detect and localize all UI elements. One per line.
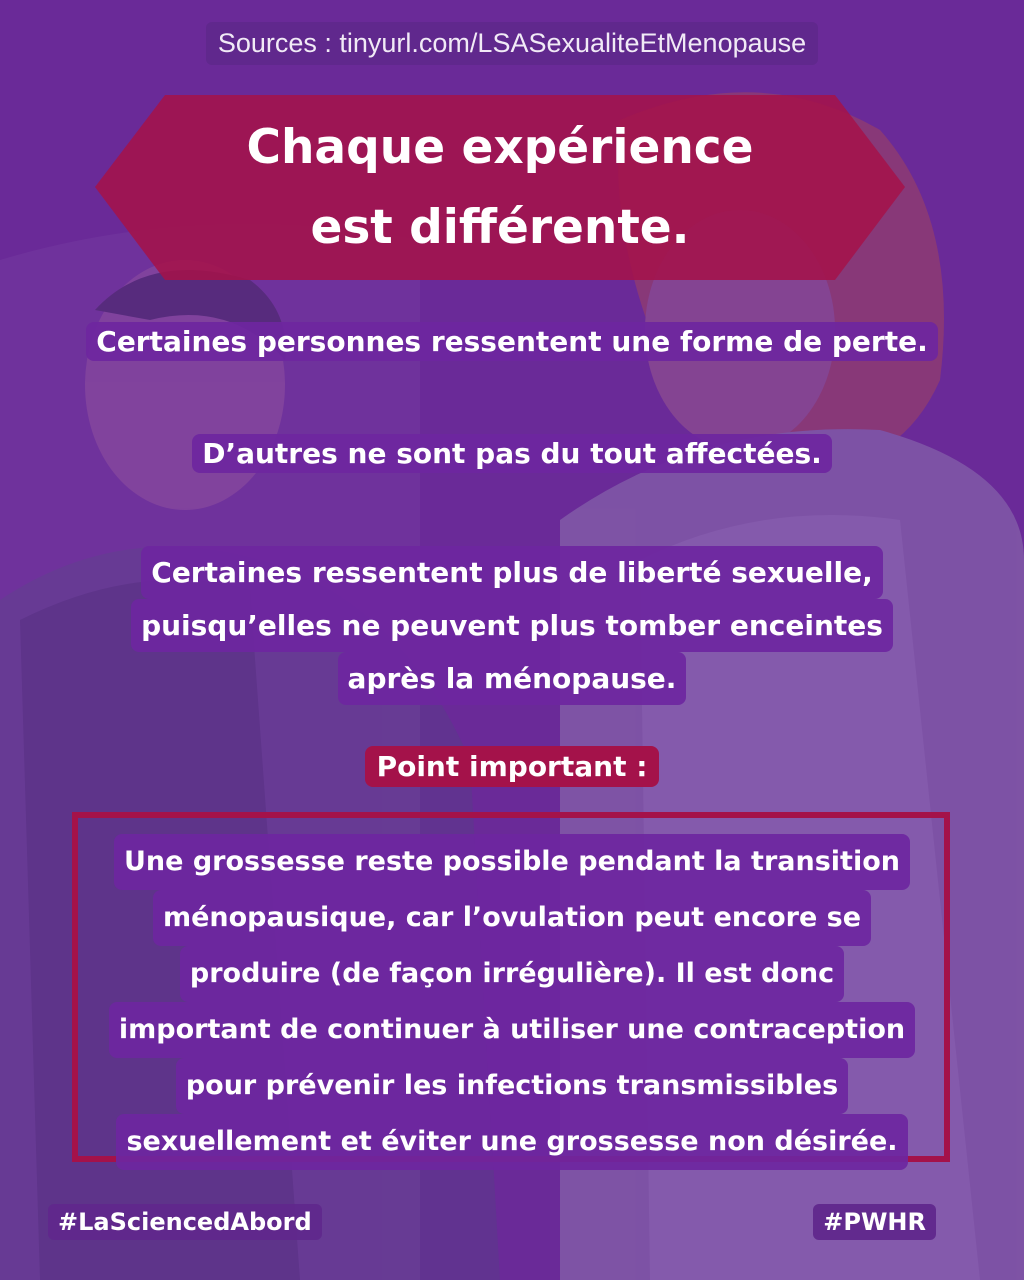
hashtag-right	[813, 1204, 936, 1240]
title-banner	[95, 95, 905, 280]
statement-1-text: Certaines personnes ressentent une forme de perte.	[86, 322, 937, 361]
statement-2-text: D’autres ne sont pas du tout affectées.	[192, 434, 832, 473]
important-line: pour prévenir les infections transmissibles	[176, 1058, 848, 1114]
important-label	[0, 746, 1024, 787]
important-line: sexuellement et éviter une grossesse non désirée.	[116, 1114, 907, 1170]
title-line-2: est différente.	[310, 199, 690, 255]
important-line: important de continuer à utiliser une contraception	[109, 1002, 915, 1058]
sources-text[interactable]: Sources : tinyurl.com/LSASexualiteEtMenopause	[206, 22, 818, 65]
sources-link[interactable]	[0, 22, 1024, 65]
important-line: produire (de façon irrégulière). Il est donc	[180, 946, 844, 1002]
page-title	[95, 95, 905, 280]
statement-1	[0, 322, 1024, 361]
statement-3-line: après la ménopause.	[338, 652, 687, 705]
statement-3-line: Certaines ressentent plus de liberté sexuelle,	[141, 546, 882, 599]
hashtag-left	[48, 1204, 322, 1240]
important-label-text: Point important :	[365, 746, 660, 787]
statement-3-line: puisqu’elles ne peuvent plus tomber enceintes	[131, 599, 893, 652]
hashtag-left-text: #LaSciencedAbord	[48, 1204, 322, 1240]
important-text	[0, 834, 1024, 1170]
hashtag-right-text: #PWHR	[813, 1204, 936, 1240]
important-line: Une grossesse reste possible pendant la transition	[114, 834, 910, 890]
title-line-1: Chaque expérience	[246, 119, 754, 175]
important-line: ménopausique, car l’ovulation peut encore se	[153, 890, 871, 946]
statement-2	[0, 434, 1024, 473]
statement-3	[0, 546, 1024, 705]
